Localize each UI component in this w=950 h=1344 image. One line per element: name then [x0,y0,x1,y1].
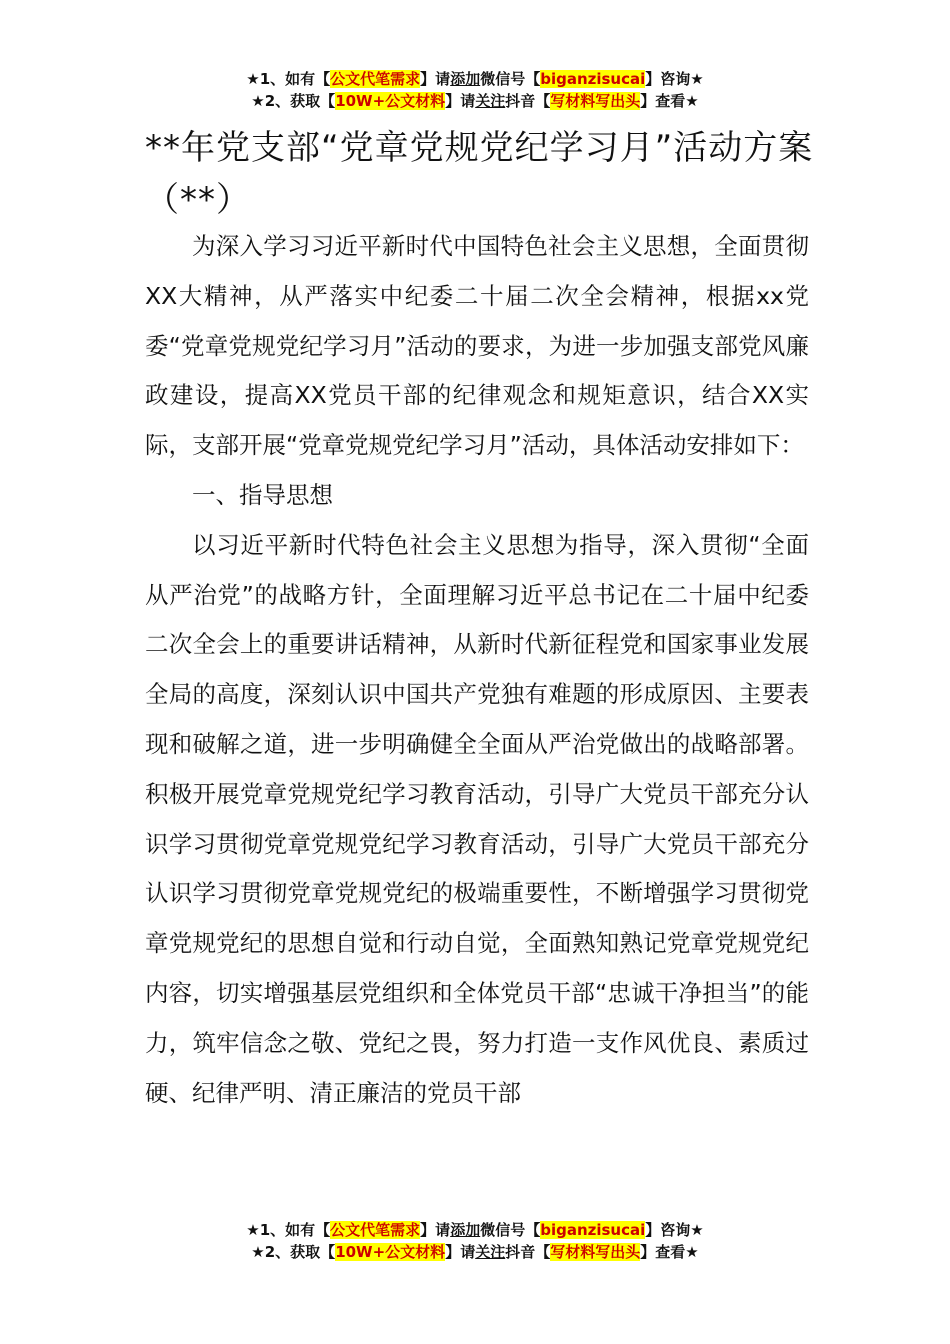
banner-text: 】请 [420,1221,451,1239]
banner-underline: 关注 [475,92,506,110]
banner-text: 】咨询★ [645,1221,704,1239]
banner-underline: 关注 [475,1243,506,1261]
document-body [145,222,809,1118]
header-banner [0,68,950,112]
banner-line-1 [0,68,950,90]
banner-highlight: 写材料写出头 [550,92,641,110]
banner-text: 】请 [420,70,451,88]
banner-text: ★1、如有【 [246,1221,331,1239]
banner-text: 】查看★ [640,1243,699,1261]
intro-paragraph: 为深入学习习近平新时代中国特色社会主义思想，全面贯彻XX大精神，从严落实中纪委二十届二次全会精神，根据xx党委“党章党规党纪学习月”活动的要求，为进一步加强支部党风廉政建设，提高XX党员干部的纪律观念和规矩意识，结合XX实际，支部开展“党章党规党纪学习月”活动，具体活动安排如下： [145,232,809,460]
banner-text: 】请 [445,92,476,110]
banner-text: 抖音【 [505,1243,551,1261]
banner-highlight: 10W+公文材料 [335,92,446,110]
banner-text: 微信号【 [480,1221,541,1239]
banner-highlight: biganzisucai [540,1221,646,1239]
banner-highlight: 写材料写出头 [550,1243,641,1261]
footer-banner [0,1219,950,1263]
banner-underline: 添加 [450,70,481,88]
banner-text: ★2、获取【 [251,92,336,110]
section-heading: 一、指导思想 [192,480,333,509]
banner-text: 微信号【 [480,70,541,88]
document-title: **年党支部“党章党规党纪学习月”活动方案（**） [145,128,814,220]
banner-highlight: 公文代笔需求 [330,70,421,88]
banner-line-1 [0,1219,950,1241]
banner-highlight: 10W+公文材料 [335,1243,446,1261]
banner-text: 】请 [445,1243,476,1261]
banner-text: 】咨询★ [645,70,704,88]
banner-highlight: 公文代笔需求 [330,1221,421,1239]
body-paragraph: 以习近平新时代特色社会主义思想为指导，深入贯彻“全面从严治党”的战略方针，全面理解习近平总书记在二十届中纪委二次全会上的重要讲话精神，从新时代新征程党和国家事业发展全局的高度，深刻认识中国共产党独有难题的形成原因、主要表现和破解之道，进一步明确健全全面从严治党做出的战略部署。积极开展党章党规党纪学习教育活动，引导广大党员干部充分认识学习贯彻党章党规党纪学习教育活动，引导广大党员干部充分认识学习贯彻党章党规党纪的极端重要性，不断增强学习贯彻党章党规党纪的思想自觉和行动自觉，全面熟知熟记党章党规党纪内容，切实增强基层党组织和全体党员干部“忠诚干净担当”的能力，筑牢信念之敬、党纪之畏，努力打造一支作风优良、素质过硬、纪律严明、清正廉洁的党员干部 [145,530,809,1107]
banner-underline: 添加 [450,1221,481,1239]
banner-line-2 [0,90,950,112]
banner-highlight: biganzisucai [540,70,646,88]
banner-text: ★2、获取【 [251,1243,336,1261]
banner-text: 】查看★ [640,92,699,110]
banner-text: 抖音【 [505,92,551,110]
banner-line-2 [0,1241,950,1263]
banner-text: ★1、如有【 [246,70,331,88]
